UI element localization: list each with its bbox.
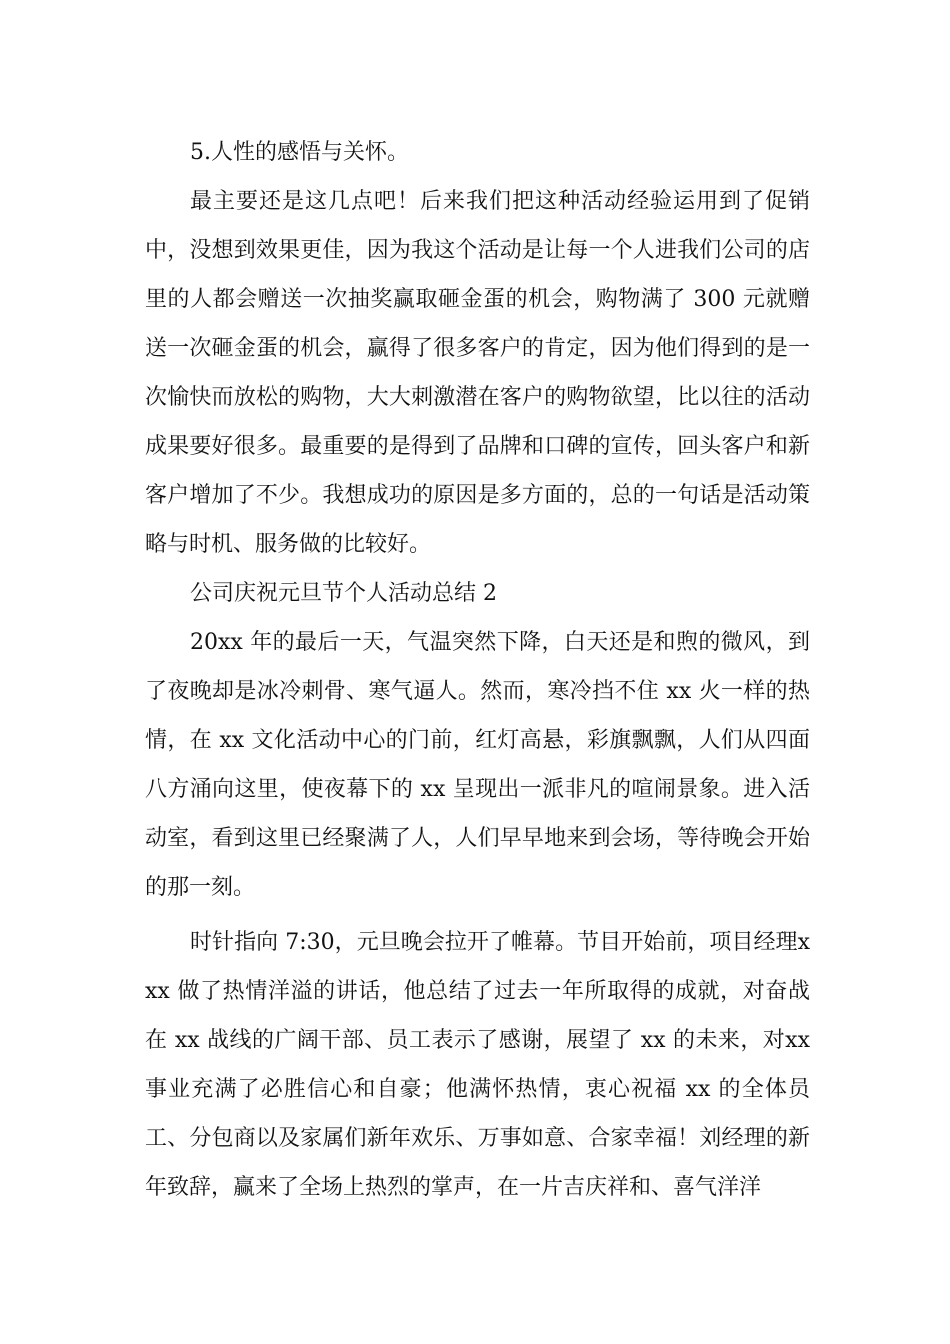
paragraph-section-point-5: 5.人性的感悟与关怀。	[190, 140, 409, 165]
document-body	[145, 128, 810, 1212]
paragraph-gala-opening: 时针指向 7:30，元旦晚会拉开了帷幕。节目开始前，项目经理xxx 做了热情洋溢的讲话，他总结了过去一年所取得的成就，对奋战在 xx 战线的广阔干部、员工表示了感谢，展望了 xx 的未来，对xx 事业充满了必胜信心和自豪；他满怀热情，衷心祝福 xx 的全体员工、分包商以及家属们新年欢乐、万事如意、合家幸福！刘经理的新年致辞，赢来了全场上热烈的掌声，在一片吉庆祥和、喜气洋洋	[145, 930, 810, 1200]
paragraph-new-year-eve: 20xx 年的最后一天，气温突然下降，白天还是和煦的微风，到了夜晚却是冰冷刺骨、寒气逼人。然而，寒冷挡不住 xx 火一样的热情，在 xx 文化活动中心的门前，红灯高悬，彩旗飘飘，人们从四面八方涌向这里，使夜幕下的 xx 呈现出一派非凡的喧闹景象。进入活动室，看到这里已经聚满了人，人们早早地来到会场，等待晚会开始的那一刻。	[145, 630, 810, 900]
section-heading-summary-2: 公司庆祝元旦节个人活动总结 2	[190, 581, 497, 606]
paragraph-promotion-summary: 最主要还是这几点吧！后来我们把这种活动经验运用到了促销中，没想到效果更佳，因为我这个活动是让每一个人进我们公司的店里的人都会赠送一次抽奖赢取砸金蛋的机会，购物满了 300 元就赠送一次砸金蛋的机会，赢得了很多客户的肯定，因为他们得到的是一次愉快而放松的购物，大大刺激潜在客户的购物欲望，比以往的活动成果要好很多。最重要的是得到了品牌和口碑的宣传，回头客户和新客户增加了不少。我想成功的原因是多方面的，总的一句话是活动策略与时机、服务做的比较好。	[145, 189, 810, 557]
